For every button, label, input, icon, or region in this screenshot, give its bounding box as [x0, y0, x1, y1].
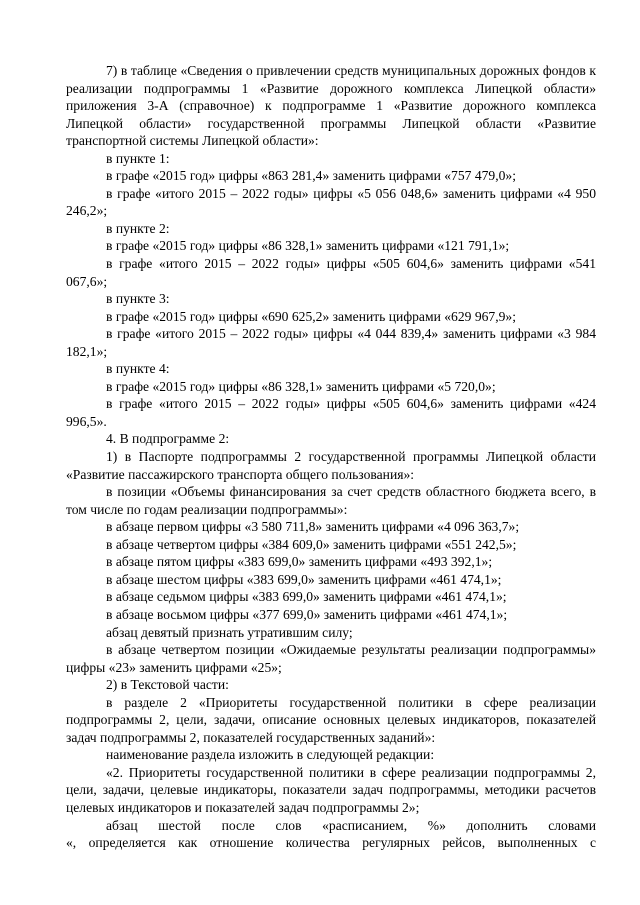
paragraph: в позиции «Объемы финансирования за счет средств областного бюджета всего, в том числе по годам реализации подпрограммы»: [66, 484, 596, 517]
document-body [66, 62, 596, 852]
paragraph: в графе «2015 год» цифры «690 625,2» заменить цифрами «629 967,9»; [106, 308, 516, 324]
paragraph: в абзаце пятом цифры «383 699,0» заменить цифрами «493 392,1»; [106, 554, 493, 570]
paragraph: наименование раздела изложить в следующей редакции: [106, 747, 435, 763]
paragraph: в пункте 3: [106, 291, 170, 307]
paragraph: в графе «итого 2015 – 2022 годы» цифры «505 604,6» заменить цифрами «541 067,6»; [66, 256, 596, 289]
paragraph: в абзаце восьмом цифры «377 699,0» заменить цифрами «461 474,1»; [106, 606, 508, 622]
paragraph-line: абзац шестой после слов «расписанием, %» дополнить словами [106, 817, 596, 833]
paragraph: в графе «итого 2015 – 2022 годы» цифры «505 604,6» заменить цифрами «424 996,5». [66, 396, 596, 429]
paragraph: в пункте 4: [106, 361, 170, 377]
paragraph: в абзаце четвертом позиции «Ожидаемые результаты реализации подпрограммы» цифры «23» заменить цифрами «25»; [66, 642, 596, 675]
paragraph: в абзаце четвертом цифры «384 609,0» заменить цифрами «551 242,5»; [106, 536, 517, 552]
paragraph: в графе «2015 год» цифры «863 281,4» заменить цифрами «757 479,0»; [106, 168, 516, 184]
paragraph: в абзаце первом цифры «3 580 711,8» заменить цифрами «4 096 363,7»; [106, 519, 520, 535]
paragraph: 1) в Паспорте подпрограммы 2 государственной программы Липецкой области «Развитие пассажирского транспорта общего пользования»: [66, 449, 596, 482]
paragraph: в графе «итого 2015 – 2022 годы» цифры «4 044 839,4» заменить цифрами «3 984 182,1»; [66, 326, 596, 359]
paragraph: в графе «2015 год» цифры «86 328,1» заменить цифрами «5 720,0»; [106, 378, 496, 394]
paragraph: абзац девятый признать утратившим силу; [106, 624, 353, 640]
paragraph: 2) в Текстовой части: [106, 677, 229, 693]
paragraph: в абзаце седьмом цифры «383 699,0» заменить цифрами «461 474,1»; [106, 589, 507, 605]
paragraph: в разделе 2 «Приоритеты государственной политики в сфере реализации подпрограммы 2, цели, задачи, описание основных целевых индикаторов, показателей задач подпрограммы 2, показателей государственных заданий»: [66, 694, 596, 745]
paragraph: 7) в таблице «Сведения о привлечении средств муниципальных дорожных фондов к реализации подпрограммы 1 «Развитие дорожного комплекса Липецкой области» приложения 3-А (справочное) к подпрограмме 1 «Развитие дорожного комплекса Липецкой области» государственной программы Липецкой области «Развитие транспортной системы Липецкой области»: [66, 63, 596, 149]
paragraph: «2. Приоритеты государственной политики в сфере реализации подпрограммы 2, цели, задачи, целевые индикаторы, показатели задач подпрограммы, методики расчетов целевых индикаторов и показателей задач подпрограммы 2»; [66, 764, 596, 815]
paragraph: в графе «итого 2015 – 2022 годы» цифры «5 056 048,6» заменить цифрами «4 950 246,2»; [66, 185, 596, 219]
paragraph: в абзаце шестом цифры «383 699,0» заменить цифрами «461 474,1»; [106, 571, 502, 587]
paragraph-line: «, определяется как отношение количества регулярных рейсов, выполненных с [66, 835, 596, 851]
paragraph [66, 817, 596, 852]
paragraph: в пункте 2: [106, 220, 170, 236]
paragraph: в пункте 1: [106, 150, 170, 166]
paragraph: 4. В подпрограмме 2: [106, 431, 230, 447]
paragraph: в графе «2015 год» цифры «86 328,1» заменить цифрами «121 791,1»; [106, 238, 510, 254]
